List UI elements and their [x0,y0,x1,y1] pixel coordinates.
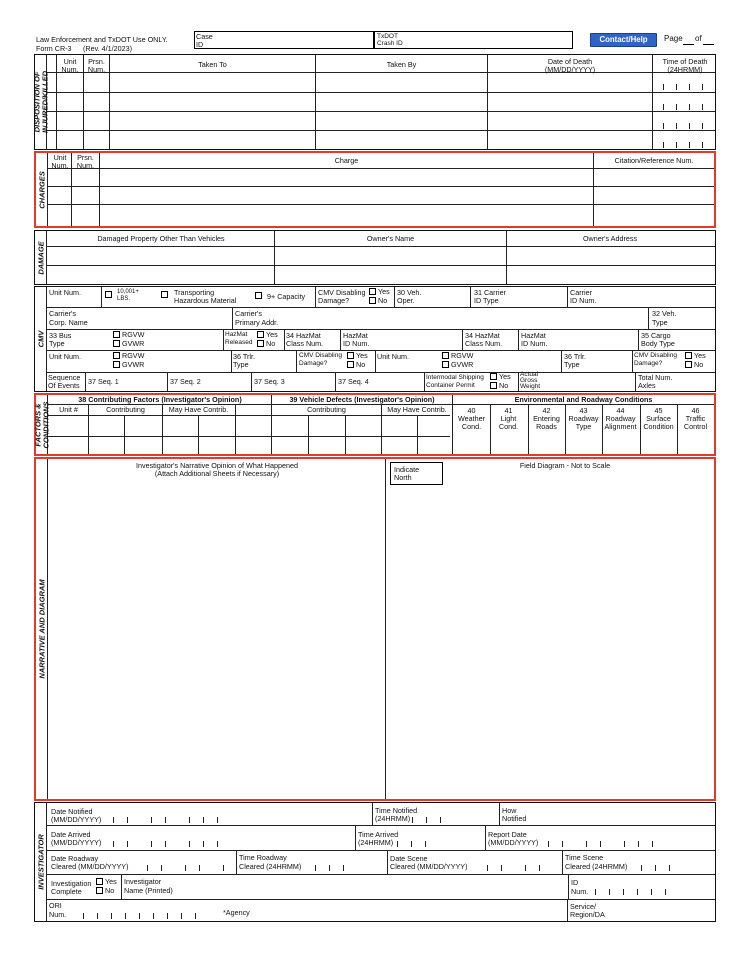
inv-complete-yes[interactable]: Yes [96,878,117,886]
trlr-bot-2: Type [564,360,580,369]
damage-section [34,230,716,285]
factors-contributing-label: Contributing [106,405,145,414]
north-label-2: North [394,473,412,482]
lbs-top: 10,001+ [117,289,139,295]
narrative-title: Investigator's Narrative Opinion of What Happened [136,461,298,470]
ship-no[interactable]: No [490,382,508,390]
seq-top: Sequence [48,373,81,382]
seq-1: 37 Seq. 1 [88,377,119,386]
time-notified-label: Time Notified [375,806,418,815]
time-scene-label: Time Scene [565,853,604,862]
charges-side-label: CHARGES [36,153,48,226]
case-id-label: ID [196,40,204,49]
case-id-field[interactable] [194,31,374,49]
weather-cond-col-line: 40 [467,406,476,415]
lbs-checkbox[interactable] [105,291,114,299]
page-number-field[interactable] [683,44,694,45]
col-date-of-death: Date of Death (MM/DD/YYYY) [544,57,596,74]
gvwr-check-3[interactable]: GVWR [442,361,473,369]
agw-1: Actual [520,371,539,378]
cmv-dis-yes[interactable]: Yes [369,288,390,296]
hzid-bot-2: ID Num. [521,339,548,348]
bus-top: 33 Bus [49,331,72,340]
date-notified-format: (MM/DD/YYYY) [51,815,102,824]
time-notified-format: (24HRMM) [375,814,411,823]
damage-side-label: DAMAGE [35,231,47,284]
time-scene-format: Cleared (24HRMM) [565,862,628,871]
indicate-north-box[interactable] [390,462,443,485]
agency-label: *Agency [223,908,250,917]
hzclass-bot-2: Class Num. [465,339,503,348]
hazmat-released-bot: Released [225,339,253,346]
seq-4: 37 Seq. 4 [338,377,369,386]
crash-id-label: Crash ID [377,40,403,47]
carrier-type-bot: ID Type [474,296,499,305]
time-arrived-format: (24HRMM) [358,838,394,847]
page-total-field[interactable] [703,44,714,45]
charges-col-charge: Charge [334,156,359,165]
gvwr-check-2[interactable]: GVWR [113,361,144,369]
cmv-disabling-top: CMV Disabling [318,288,366,297]
veh-oper-top: 30 Veh. [397,288,422,297]
defects-may-label: May Have Contrib. [387,405,447,414]
hazmat-top: Transporting [174,288,215,297]
hazmat-bot: Hazardous Material [174,296,237,305]
how-notified-label-2: Notified [502,814,527,823]
veh-type-top: 32 Veh. [652,309,677,318]
case-label: Case [196,32,213,41]
date-cleared-format: Cleared (MM/DD/YYYY) [51,862,129,871]
field-diagram-label: Field Diagram - Not to Scale [519,461,611,470]
carrier-id-top: Carrier [570,288,592,297]
environmental-header: Environmental and Roadway Conditions [514,395,653,404]
hzclass-top-1: 34 HazMat [286,331,321,340]
roadway-alignment-col-line: Alignment [604,422,637,431]
traffic-control-col-line: Control [683,422,708,431]
hzid-top-1: HazMat [343,331,368,340]
entering-roads-col-line: Entering [533,414,560,423]
cargo-bot: Body Type [641,339,675,348]
corp-top: Carrier's [49,309,76,318]
ship-top: Intermodal Shipping [426,374,484,381]
cmv-disabling-bot: Damage? [318,296,350,305]
addr-top: Carrier's [235,309,262,318]
hzclass-top-2: 34 HazMat [465,331,500,340]
date-scene-format: Cleared (MM/DD/YYYY) [390,862,468,871]
surface-condition-col-line: 45 [654,406,663,415]
narrative-section [34,457,716,801]
col-time-of-death: Time of Death (24HRMM) [662,57,708,74]
vehicle-defects-header: 39 Vehicle Defects (Investigator's Opinion) [289,395,435,404]
contributing-factors-header: 38 Contributing Factors (Investigator's Opinion) [78,395,242,404]
roadway-type-col-line: 43 [579,406,588,415]
entering-roads-col-line: Roads [536,422,557,431]
seq-2: 37 Seq. 2 [170,377,201,386]
contact-help-button[interactable]: Contact/Help [590,33,657,47]
light-cond-col-line: Cond. [498,422,519,431]
txdot-label: TxDOT [377,33,398,40]
inv-name-label: Investigator [124,877,162,886]
carrier-id-bot: ID Num. [570,296,597,305]
surface-condition-col-line: Condition [643,422,674,431]
north-label-1: Indicate [394,465,420,474]
of-label: of [695,34,702,43]
col-taken-by: Taken By [386,60,417,69]
light-cond-col-line: 41 [504,406,513,415]
corp-bot: Corp. Name [49,318,88,327]
inv-complete-label-2: Complete [51,887,82,896]
surface-condition-col-line: Surface [646,414,671,423]
ship-yes[interactable]: Yes [490,373,511,381]
cmv-unit-label-2: Unit Num. [49,352,81,361]
cmv-dis3-top: CMV Disabling [634,352,677,359]
cmv-dis3-yes[interactable]: Yes [685,352,706,360]
gvwr-check-1[interactable]: GVWR [113,340,144,348]
roadway-alignment-col-line: Roadway [605,414,636,423]
how-notified-label: How [502,806,517,815]
hzid-top-2: HazMat [521,331,546,340]
veh-oper-bot: Oper. [397,296,415,305]
cmv-unit-label-3: Unit Num. [377,352,409,361]
date-notified-label: Date Notified [51,807,93,816]
ori-label-2: Num. [49,910,67,919]
hazmat-released-top: HazMat [225,331,248,338]
agw-2: Gross [520,377,538,384]
roadway-alignment-col-line: 44 [616,406,625,415]
lbs-bot: LBS. [117,296,131,302]
col-prsn-num: Prsn. Num. [87,57,106,74]
capacity-checkbox[interactable] [255,292,264,300]
disposition-side-label: DISPOSITION OF INJURED/KILLED [35,55,47,149]
trlr-top-2: 36 Trlr. [564,352,586,361]
rgvw-check-3[interactable]: RGVW [442,352,473,360]
axles-top: Total Num. [638,373,673,382]
date-cleared-label: Date Roadway [51,854,99,863]
weather-cond-col-line: Cond. [461,422,482,431]
carrier-type-top: 31 Carrier [474,288,506,297]
veh-type-bot: Type [652,318,668,327]
cmv-side-label: CMV [35,287,47,391]
damage-col-owner-name: Owner's Name [366,234,415,243]
damage-col-owner-address: Owner's Address [582,234,638,243]
agency-use-notice: Law Enforcement and TxDOT Use ONLY. [36,35,168,44]
rgvw-check-2[interactable]: RGVW [113,352,144,360]
field-diagram-area[interactable] [390,489,710,798]
disposition-section [34,54,716,150]
seq-3: 37 Seq. 3 [254,377,285,386]
crash-id-field[interactable] [374,31,573,49]
ori-label: ORI [49,901,62,910]
light-cond-col-line: Light [500,414,517,423]
id-num-label: ID [571,878,579,887]
form-revision: (Rev. 4/1/2023) [83,44,133,53]
col-unit-num: Unit Num. [61,57,79,74]
hzid-bot-1: ID Num. [343,339,370,348]
hazmat-checkbox[interactable] [161,291,170,299]
id-num-label-2: Num. [571,887,589,896]
charges-col-citation: Citation/Reference Num. [614,156,694,165]
cmv-dis3-no[interactable]: No [685,361,703,369]
time-arrived-label: Time Arrived [358,830,399,839]
trlr-top-1: 36 Trlr. [233,352,255,361]
axles-bot: Axles [638,381,656,390]
addr-bot: Primary Addr. [235,318,279,327]
time-cleared-format: Cleared (24HRMM) [239,862,302,871]
col-taken-to: Taken To [198,60,227,69]
investigator-side-label: INVESTIGATOR [35,803,47,921]
cmv-dis-no[interactable]: No [369,297,387,305]
narrative-text-area[interactable] [49,483,384,798]
inv-complete-label: Investigation [51,879,92,888]
ship-bot: Container Permit [426,382,475,389]
entering-roads-col-line: 42 [542,406,551,415]
time-cleared-label: Time Roadway [239,853,287,862]
service-label: Service/ [570,902,596,911]
page-label: Page [664,34,683,43]
bus-bot: Type [49,339,65,348]
charges-col-unit: Unit Num. [51,153,69,170]
agw-3: Weight [520,383,541,390]
cmv-unit-label-1: Unit Num. [49,288,81,297]
cmv-dis2-no[interactable]: No [347,361,365,369]
hzclass-bot-1: Class Num. [286,339,324,348]
inv-complete-no[interactable]: No [96,887,114,895]
trlr-bot-1: Type [233,360,249,369]
cmv-dis3-bot: Damage? [634,360,663,367]
roadway-type-col-line: Roadway [568,414,599,423]
weather-cond-col-line: Weather [457,414,486,423]
inv-name-format: Name (Printed) [124,886,173,895]
cmv-dis2-yes[interactable]: Yes [347,352,368,360]
damage-col-property: Damaged Property Other Than Vehicles [97,234,225,243]
investigator-section [34,802,716,922]
traffic-control-col-line: Traffic [685,414,706,423]
charges-section [34,151,716,228]
charges-col-prsn: Prsn. Num. [76,153,95,170]
service-label-2: Region/DA [570,910,605,919]
cmv-dis2-bot: Damage? [299,360,328,367]
capacity-label: 9+ Capacity [267,292,306,301]
cargo-top: 35 Cargo [641,331,671,340]
cmv-dis2-top: CMV Disabling [299,352,342,359]
factors-side-label: FACTORS & CONDITIONS [36,395,48,454]
form-id: Form CR-3 [36,44,72,53]
report-date-label: Report Date [488,830,527,839]
defects-contributing-label: Contributing [307,405,346,414]
roadway-type-col-line: Type [575,422,592,431]
narrative-side-label: NARRATIVE AND DIAGRAM [36,459,48,799]
report-date-format: (MM/DD/YYYY) [488,838,539,847]
factors-section [34,393,716,456]
factors-may-label: May Have Contrib. [168,405,229,414]
hzrel-yes[interactable]: Yes [257,331,278,339]
date-arrived-format: (MM/DD/YYYY) [51,838,102,847]
cmv-section [34,286,716,392]
seq-bot: Of Events [48,381,80,390]
date-arrived-label: Date Arrived [51,830,91,839]
traffic-control-col-line: 46 [691,406,700,415]
date-scene-label: Date Scene [390,854,428,863]
hzrel-no[interactable]: No [257,340,275,348]
narrative-subtitle: (Attach Additional Sheets if Necessary) [154,469,280,478]
rgvw-check-1[interactable]: RGVW [113,331,144,339]
factors-unit-label: Unit # [59,405,78,414]
